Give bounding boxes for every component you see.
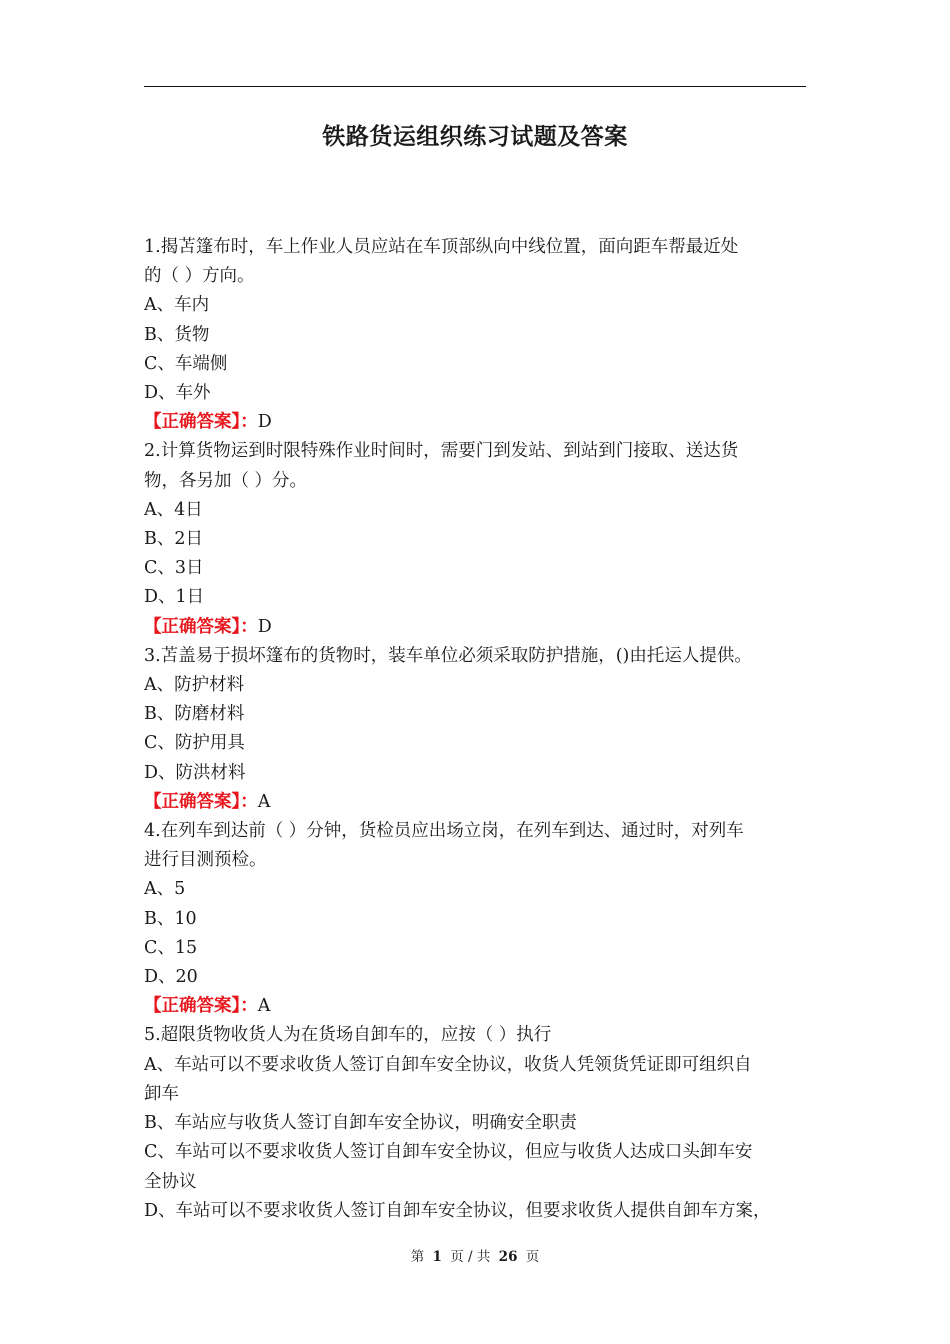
answer-option: 全协议	[144, 1171, 197, 1192]
question-list	[144, 233, 808, 1226]
page-title: 铁路货运组织练习试题及答案	[322, 123, 628, 150]
answer-option: D、车外	[144, 383, 211, 404]
answer-option: A、车内	[144, 295, 210, 316]
answer-option: B、10	[144, 908, 197, 929]
answer-option: C、3日	[144, 558, 204, 579]
question-stem: 5.超限货物收货人为在货场自卸车的，应按（ ）执行	[144, 1025, 552, 1046]
question-stem: 的（ ）方向。	[144, 266, 255, 287]
correct-answer	[144, 788, 808, 817]
footer-middle: 页 / 共	[450, 1249, 491, 1265]
correct-answer-label: 【正确答案】：	[144, 412, 258, 433]
page-footer	[0, 1245, 950, 1265]
answer-option: A、防护材料	[144, 675, 245, 696]
footer-suffix: 页	[525, 1249, 540, 1265]
question-stem: 3.苫盖易于损坏篷布的货物时，装车单位必须采取防护措施，()由托运人提供。	[144, 645, 752, 666]
answer-option: C、15	[144, 937, 198, 958]
answer-option: D、车站可以不要求收货人签订自卸车安全协议，但要求收货人提供自卸车方案，	[144, 1200, 771, 1221]
correct-answer-label: 【正确答案】：	[144, 996, 258, 1017]
answer-option: C、车端侧	[144, 353, 228, 374]
answer-option: A、5	[144, 879, 186, 900]
correct-answer-label: 【正确答案】：	[144, 616, 258, 637]
answer-option: D、防洪材料	[144, 762, 246, 783]
correct-answer	[144, 613, 808, 642]
correct-answer-value: D	[257, 412, 272, 433]
answer-option: B、车站应与收货人签订自卸车安全协议，明确安全职责	[144, 1113, 577, 1134]
answer-option: 卸车	[144, 1083, 179, 1104]
footer-prefix: 第	[410, 1249, 425, 1265]
question-stem: 1.揭苫篷布时，车上作业人员应站在车顶部纵向中线位置，面向距车帮最近处	[144, 237, 739, 257]
correct-answer-label: 【正确答案】：	[144, 791, 258, 812]
answer-option: A、4日	[144, 499, 203, 520]
answer-option: A、车站可以不要求收货人签订自卸车安全协议，收货人凭领货凭证即可组织自	[144, 1054, 752, 1075]
correct-answer	[144, 992, 808, 1021]
correct-answer-value: A	[257, 996, 271, 1017]
header-rule	[144, 86, 806, 87]
answer-option: D、20	[144, 967, 198, 988]
question-stem: 4.在列车到达前（ ）分钟，货检员应出场立岗，在列车到达、通过时，对列车	[144, 821, 744, 842]
footer-total-pages: 26	[498, 1249, 518, 1265]
footer-page-number: 1	[432, 1249, 442, 1265]
correct-answer	[144, 408, 808, 437]
answer-option: C、车站可以不要求收货人签订自卸车安全协议，但应与收货人达成口头卸车安	[144, 1142, 753, 1163]
question-stem: 物，各另加（ ）分。	[144, 470, 308, 491]
question-stem: 进行目测预检。	[144, 850, 267, 871]
correct-answer-value: A	[257, 791, 271, 812]
answer-option: B、货物	[144, 324, 210, 345]
answer-option: D、1日	[144, 587, 205, 608]
correct-answer-value: D	[257, 616, 272, 637]
answer-option: B、防磨材料	[144, 704, 245, 725]
answer-option: B、2日	[144, 529, 203, 550]
question-stem: 2.计算货物运到时限特殊作业时间时，需要门到发站、到站到门接取、送达货	[144, 441, 739, 462]
answer-option: C、防护用具	[144, 733, 245, 754]
